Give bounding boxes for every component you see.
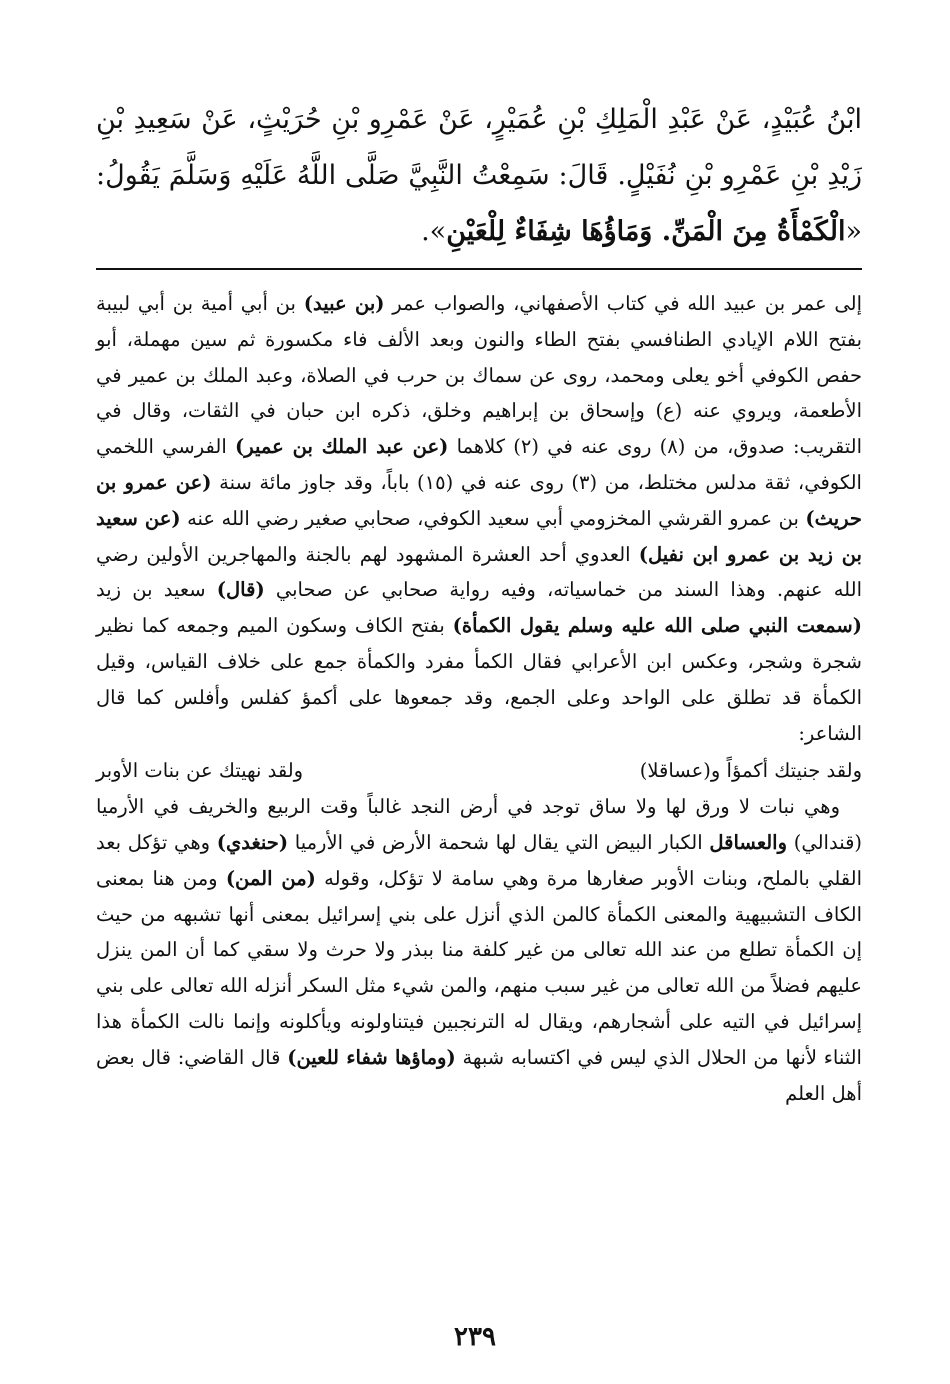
commentary-paragraph-1 xyxy=(96,286,862,751)
bold-run: (سمعت النبي صلى الله عليه وسلم يقول الكمأة) xyxy=(452,614,862,638)
hadith-paragraph xyxy=(96,92,862,260)
hadith-chain: ابْنُ عُبَيْدٍ، عَنْ عَبْدِ الْمَلِكِ بْنِ عُمَيْرٍ، عَنْ عَمْرِو بْنِ حُرَيْثٍ، عَنْ سَعِيدِ بْنِ زَيْدِ بْنِ عَمْرِو بْنِ نُفَيْلٍ. قَالَ: سَمِعْتُ النَّبِيَّ صَلَّى اللَّهُ عَلَيْهِ وَسَلَّمَ يَقُولُ: « xyxy=(96,104,862,247)
text-run: العدوي أحد العشرة المشهود لهم بالجنة والمهاجرين الأولين رضي الله عنهم. وهذا السند من خماسياته، وفيه رواية صحابي عن صحابي xyxy=(96,542,862,602)
poetry-verse xyxy=(96,753,862,789)
bold-run: (عن عبد الملك بن عمير) xyxy=(235,435,449,459)
text-run: وهي نبات لا ورق لها ولا ساق توجد في أرض النجد غالباً وقت الربيع والخريف في الأرميا (قندالي) xyxy=(96,795,863,854)
commentary-text xyxy=(96,286,862,1111)
footnote-divider xyxy=(96,268,862,270)
bold-run: (حنغدي) xyxy=(216,830,289,854)
bold-run: (عن عمرو بن حريث) xyxy=(96,470,862,530)
hadith-closing: ». xyxy=(421,216,447,247)
bold-run: (قال) xyxy=(216,578,265,602)
text-run: قال القاضي: قال بعض أهل العلم xyxy=(96,1045,862,1105)
text-run: بن عمرو القرشي المخزومي أبي سعيد الكوفي، صحابي صغير رضي الله عنه xyxy=(180,506,806,530)
bold-run: والعساقل xyxy=(709,830,788,854)
text-run: سعيد بن زيد xyxy=(96,578,217,602)
bold-run: (عن سعيد بن زيد بن عمرو ابن نفيل) xyxy=(96,506,862,566)
text-run: بفتح الكاف وسكون الميم وجمعه كما نظير شجرة وشجر، وعكس ابن الأعرابي فقال الكمأ مفرد والكمأة جمع على خلاف القياس، وقيل الكمأة قد تطلق على الواحد وعلى الجمع، وقد جمعوها على أكمؤ كفلس وأفلس كما قال الشاعر: xyxy=(96,614,862,745)
hadith-text xyxy=(96,92,862,260)
text-run: الفرسي اللخمي الكوفي، ثقة مدلس مختلط، من (٣) روى عنه في (١٥) باباً، وقد جاوز مائة سنة xyxy=(96,435,862,494)
bold-run: (وماؤها شفاء للعين) xyxy=(287,1045,456,1069)
bold-run: (من المن) xyxy=(225,866,316,890)
page-number: ٢٣٩ xyxy=(454,1322,496,1352)
text-run: وهي تؤكل بعد القلي بالملح، وبنات الأوبر صغارها مرة وهي سامة لا تؤكل، وقوله xyxy=(96,830,863,890)
bold-run: (بن عبيد) xyxy=(303,292,385,315)
text-run: بن أبي أمية بن أبي لبيبة بفتح اللام الإيادي الطنافسي بفتح الطاء والنون وبعد الألف فاء مكسورة ثم سين مهملة، أبو حفص الكوفي أخو يعلى ومحمد، روى عن سماك بن حرب في الصلاة، وعبد الملك بن عمير في الأطعمة، ويروي عنه (ع) وإسحاق بن إبراهيم وخلق، ذكره ابن حبان في الثقات، وقال في التقريب: صدوق، من (٨) روى عنه في (٢) كلاهما xyxy=(96,292,862,459)
text-run: ومن هنا بمعنى الكاف التشبيهية والمعنى الكمأة كالمن الذي أنزل على بني إسرائيل بمعنى أنها تشبهه من حيث إن الكمأة تطلع من عند الله تعالى من غير كلفة منا ببذر ولا حرث ولا سقي كما أن المن ينزل عليهم فضلاً من الله تعالى من غير سبب منهم، والمن شيء مثل السكر أنزله الله تعالى على بني إسرائيل في التيه على أشجارهم، ويقال له الترنجبين فيتناولونه ويأكلونه وإنما نالت الكمأة هذا الثناء لأنها من الحلال الذي ليس في اكتسابه شبهة xyxy=(96,866,862,1069)
text-run: الكبار البيض التي يقال لها شحمة الأرض في الأرميا xyxy=(288,830,710,854)
text-run: إلى عمر بن عبيد الله في كتاب الأصفهاني، والصواب عمر xyxy=(384,292,862,315)
commentary-paragraph-2 xyxy=(96,789,862,1111)
hadith-matn: الْكَمْأَةُ مِنَ الْمَنِّ. وَمَاؤُهَا شِفَاءٌ لِلْعَيْنِ xyxy=(446,216,846,247)
verse-hemistich-second: ولقد نهيتك عن بنات الأوبر xyxy=(96,759,304,783)
verse-hemistich-first: ولقد جنيتك أكمؤاً و(عساقلا) xyxy=(639,759,862,783)
